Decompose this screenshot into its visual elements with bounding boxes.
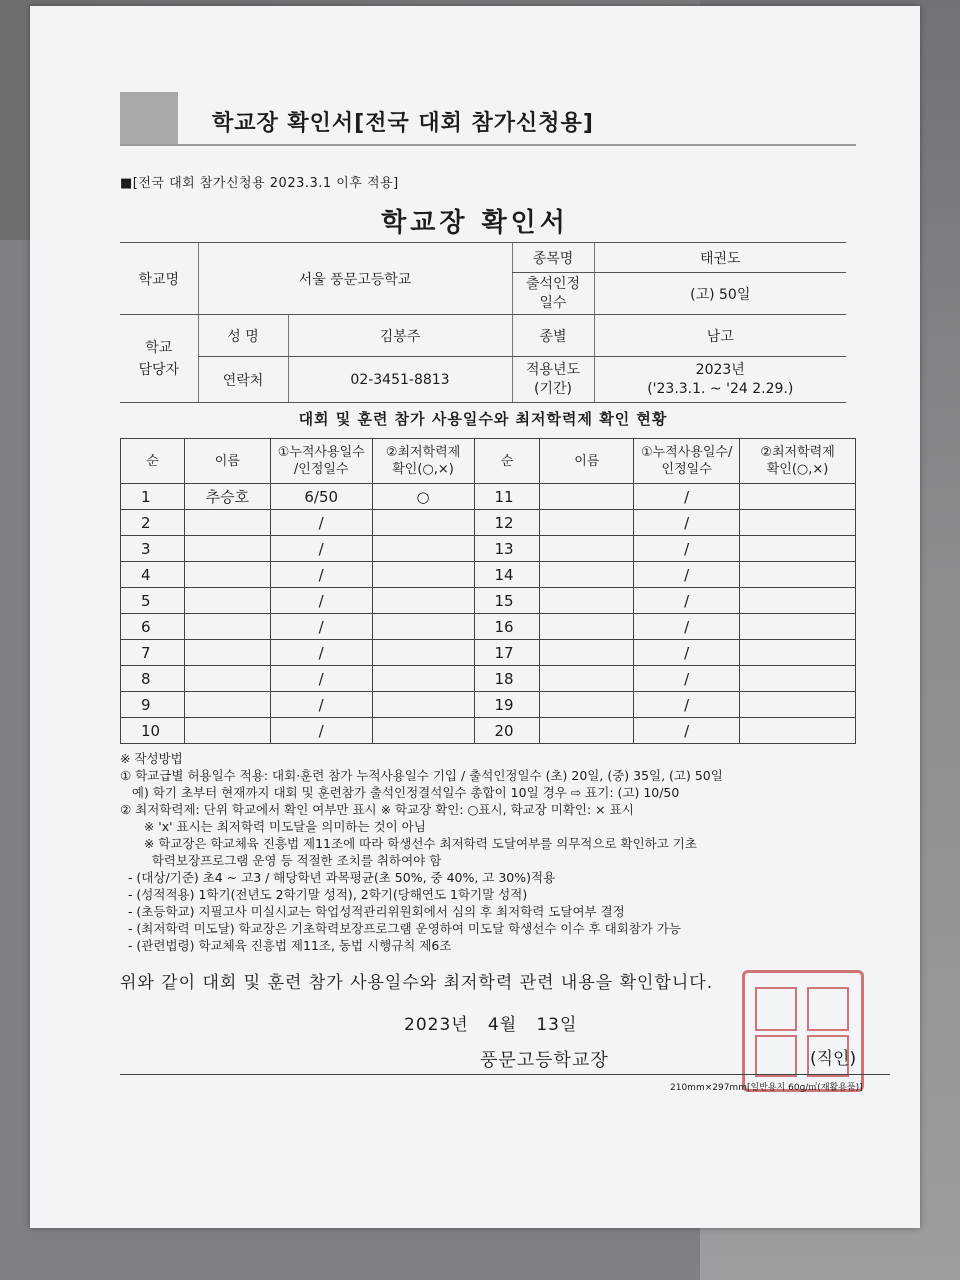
table-row [121, 666, 856, 692]
col-header-no-right: 순 [474, 439, 540, 484]
row-number: 2 [121, 510, 185, 536]
col-header-days-right: ①누적사용일수/ 인정일수 [634, 439, 740, 484]
instruction-line: 학력보장프로그램 운영 등 적절한 조치를 취하여야 함 [120, 853, 442, 868]
table-row [121, 484, 856, 510]
student-name [540, 718, 634, 744]
min-academic-check [740, 718, 856, 744]
instruction-line: ※ 'x' 표시는 최저학력 미도달을 의미하는 것이 아님 [120, 819, 426, 834]
min-academic-check [372, 666, 474, 692]
period-value [594, 357, 846, 403]
period-label: 적용년도 (기간) [512, 357, 594, 403]
footer-divider [120, 1074, 890, 1075]
student-name [540, 562, 634, 588]
used-days: / [270, 692, 372, 718]
used-days: / [270, 588, 372, 614]
table-row [121, 536, 856, 562]
attend-label: 출석인정 일수 [512, 273, 594, 315]
contact-label: 연락처 [198, 357, 288, 403]
event-value: 태권도 [594, 243, 846, 273]
period-year: 2023년 [695, 361, 745, 378]
used-days: / [270, 640, 372, 666]
col-header-check: ②최저학력제 확인(○,×) [372, 439, 474, 484]
used-days: / [634, 666, 740, 692]
instruction-line: - (관련법령) 학교체육 진흥법 제11조, 동법 시행규칙 제6조 [120, 938, 452, 953]
row-number: 15 [474, 588, 540, 614]
signer-name: 풍문고등학교장 [480, 1050, 609, 1071]
row-number: 4 [121, 562, 185, 588]
school-label: 학교명 [120, 243, 198, 315]
used-days: / [634, 510, 740, 536]
manager-label: 학교 담당자 [120, 315, 198, 403]
row-number: 18 [474, 666, 540, 692]
row-number: 8 [121, 666, 185, 692]
min-academic-check [372, 536, 474, 562]
row-number: 9 [121, 692, 185, 718]
student-name [184, 614, 270, 640]
student-name [540, 614, 634, 640]
table-row [121, 562, 856, 588]
row-number: 3 [121, 536, 185, 562]
used-days: / [634, 614, 740, 640]
name-value: 김봉주 [288, 315, 512, 357]
header-block [120, 92, 178, 144]
roster-header-row [121, 439, 856, 484]
used-days: / [270, 718, 372, 744]
used-days: / [270, 562, 372, 588]
col-header-days: ①누적사용일수 /인정일수 [270, 439, 372, 484]
instruction-line: - (대상/기준) 초4 ~ 고3 / 해당학년 과목평균(초 50%, 중 40%, 고 30%)적용 [120, 870, 556, 885]
row-number: 10 [121, 718, 185, 744]
col-header-name-right: 이름 [540, 439, 634, 484]
student-name [540, 588, 634, 614]
table-row [121, 640, 856, 666]
col-header-check-right: ②최저학력제 확인(○,×) [740, 439, 856, 484]
row-number: 13 [474, 536, 540, 562]
period-range: ('23.3.1. ~ '24 2.29.) [647, 380, 794, 397]
document-title: 학교장 확인서 [381, 208, 569, 238]
table-row [121, 692, 856, 718]
student-name [184, 510, 270, 536]
row-number: 17 [474, 640, 540, 666]
paper-spec-footer: 210mm×297mm[일반용지 60g/㎡(재활용품)] [670, 1083, 863, 1093]
row-number: 1 [121, 484, 185, 510]
instruction-line: - (초등학교) 지필고사 미실시교는 학업성적관리위원회에서 심의 후 최저학력 도달여부 결정 [120, 904, 625, 919]
used-days: / [634, 536, 740, 562]
used-days: / [634, 718, 740, 744]
student-name [540, 536, 634, 562]
instruction-line: ① 학교급별 허용일수 적용: 대회·훈련 참가 누적사용일수 기입 / 출석인정일수 (초) 20일, (중) 35일, (고) 50일 [120, 768, 723, 783]
instruction-line: ② 최저학력제: 단위 학교에서 확인 여부만 표시 ※ 학교장 확인: ○표시, 학교장 미확인: × 표시 [120, 802, 634, 817]
student-name: 추승호 [184, 484, 270, 510]
student-name [184, 640, 270, 666]
student-name [184, 666, 270, 692]
min-academic-check [372, 692, 474, 718]
used-days: / [270, 510, 372, 536]
min-academic-check [740, 510, 856, 536]
min-academic-check [740, 640, 856, 666]
min-academic-check [740, 614, 856, 640]
row-number: 16 [474, 614, 540, 640]
sign-date: 2023년 4월 13일 [404, 1015, 578, 1035]
table-row [121, 614, 856, 640]
min-academic-check [372, 614, 474, 640]
info-table [120, 242, 846, 403]
seal-label: (직인) [810, 1049, 857, 1069]
row-number: 6 [121, 614, 185, 640]
row-number: 19 [474, 692, 540, 718]
instruction-line: 예) 학기 초부터 현재까지 대회 및 훈련참가 출석인정결석일수 총합이 10일 경우 ⇨ 표기: (고) 10/50 [120, 785, 680, 800]
used-days: / [270, 536, 372, 562]
used-days: / [270, 614, 372, 640]
instruction-line: - (최저학력 미도달) 학교장은 기초학력보장프로그램 운영하여 미도달 학생선수 이수 후 대회참가 가능 [120, 921, 681, 936]
used-days: / [634, 692, 740, 718]
student-name [540, 484, 634, 510]
used-days: / [634, 484, 740, 510]
sub-note: ■[전국 대회 참가신청용 2023.3.1 이후 적용] [120, 176, 399, 191]
attend-value: (고) 50일 [594, 273, 846, 315]
instruction-line: ※ 학교장은 학교체육 진흥법 제11조에 따라 학생선수 최저학력 도달여부를 의무적으로 확인하고 기초 [120, 836, 697, 851]
header-title: 학교장 확인서[전국 대회 참가신청용] [212, 111, 594, 136]
used-days: / [634, 588, 740, 614]
min-academic-check: ○ [372, 484, 474, 510]
min-academic-check [740, 536, 856, 562]
event-label: 종목명 [512, 243, 594, 273]
document-sheet [30, 6, 920, 1228]
min-academic-check [740, 484, 856, 510]
min-academic-check [740, 692, 856, 718]
gender-label: 종별 [512, 315, 594, 357]
used-days: 6/50 [270, 484, 372, 510]
student-name [184, 718, 270, 744]
student-name [184, 536, 270, 562]
used-days: / [270, 666, 372, 692]
student-name [540, 640, 634, 666]
min-academic-check [372, 640, 474, 666]
min-academic-check [372, 562, 474, 588]
min-academic-check [740, 588, 856, 614]
table-row [121, 718, 856, 744]
min-academic-check [372, 718, 474, 744]
section-title: 대회 및 훈련 참가 사용일수와 최저학력제 확인 현황 [298, 410, 668, 428]
min-academic-check [740, 666, 856, 692]
col-header-name: 이름 [184, 439, 270, 484]
row-number: 14 [474, 562, 540, 588]
min-academic-check [740, 562, 856, 588]
student-name [184, 588, 270, 614]
writing-instructions [120, 750, 880, 954]
closing-statement: 위와 같이 대회 및 훈련 참가 사용일수와 최저학력 관련 내용을 확인합니다. [120, 973, 714, 993]
instruction-line: - (성적적용) 1학기(전년도 2학기말 성적), 2학기(당해연도 1학기말 성적) [120, 887, 528, 902]
student-name [540, 692, 634, 718]
min-academic-check [372, 588, 474, 614]
row-number: 5 [121, 588, 185, 614]
student-name [184, 562, 270, 588]
school-value: 서울 풍문고등학교 [198, 243, 512, 315]
contact-value: 02-3451-8813 [288, 357, 512, 403]
row-number: 12 [474, 510, 540, 536]
col-header-no: 순 [121, 439, 185, 484]
row-number: 11 [474, 484, 540, 510]
table-row [121, 588, 856, 614]
header-bar [120, 92, 856, 146]
name-label: 성 명 [198, 315, 288, 357]
row-number: 7 [121, 640, 185, 666]
used-days: / [634, 562, 740, 588]
table-row [121, 510, 856, 536]
gender-value: 남고 [594, 315, 846, 357]
student-name [184, 692, 270, 718]
row-number: 20 [474, 718, 540, 744]
student-name [540, 666, 634, 692]
min-academic-check [372, 510, 474, 536]
instruction-line: ※ 작성방법 [120, 751, 183, 766]
student-name [540, 510, 634, 536]
used-days: / [634, 640, 740, 666]
roster-table [120, 438, 856, 744]
